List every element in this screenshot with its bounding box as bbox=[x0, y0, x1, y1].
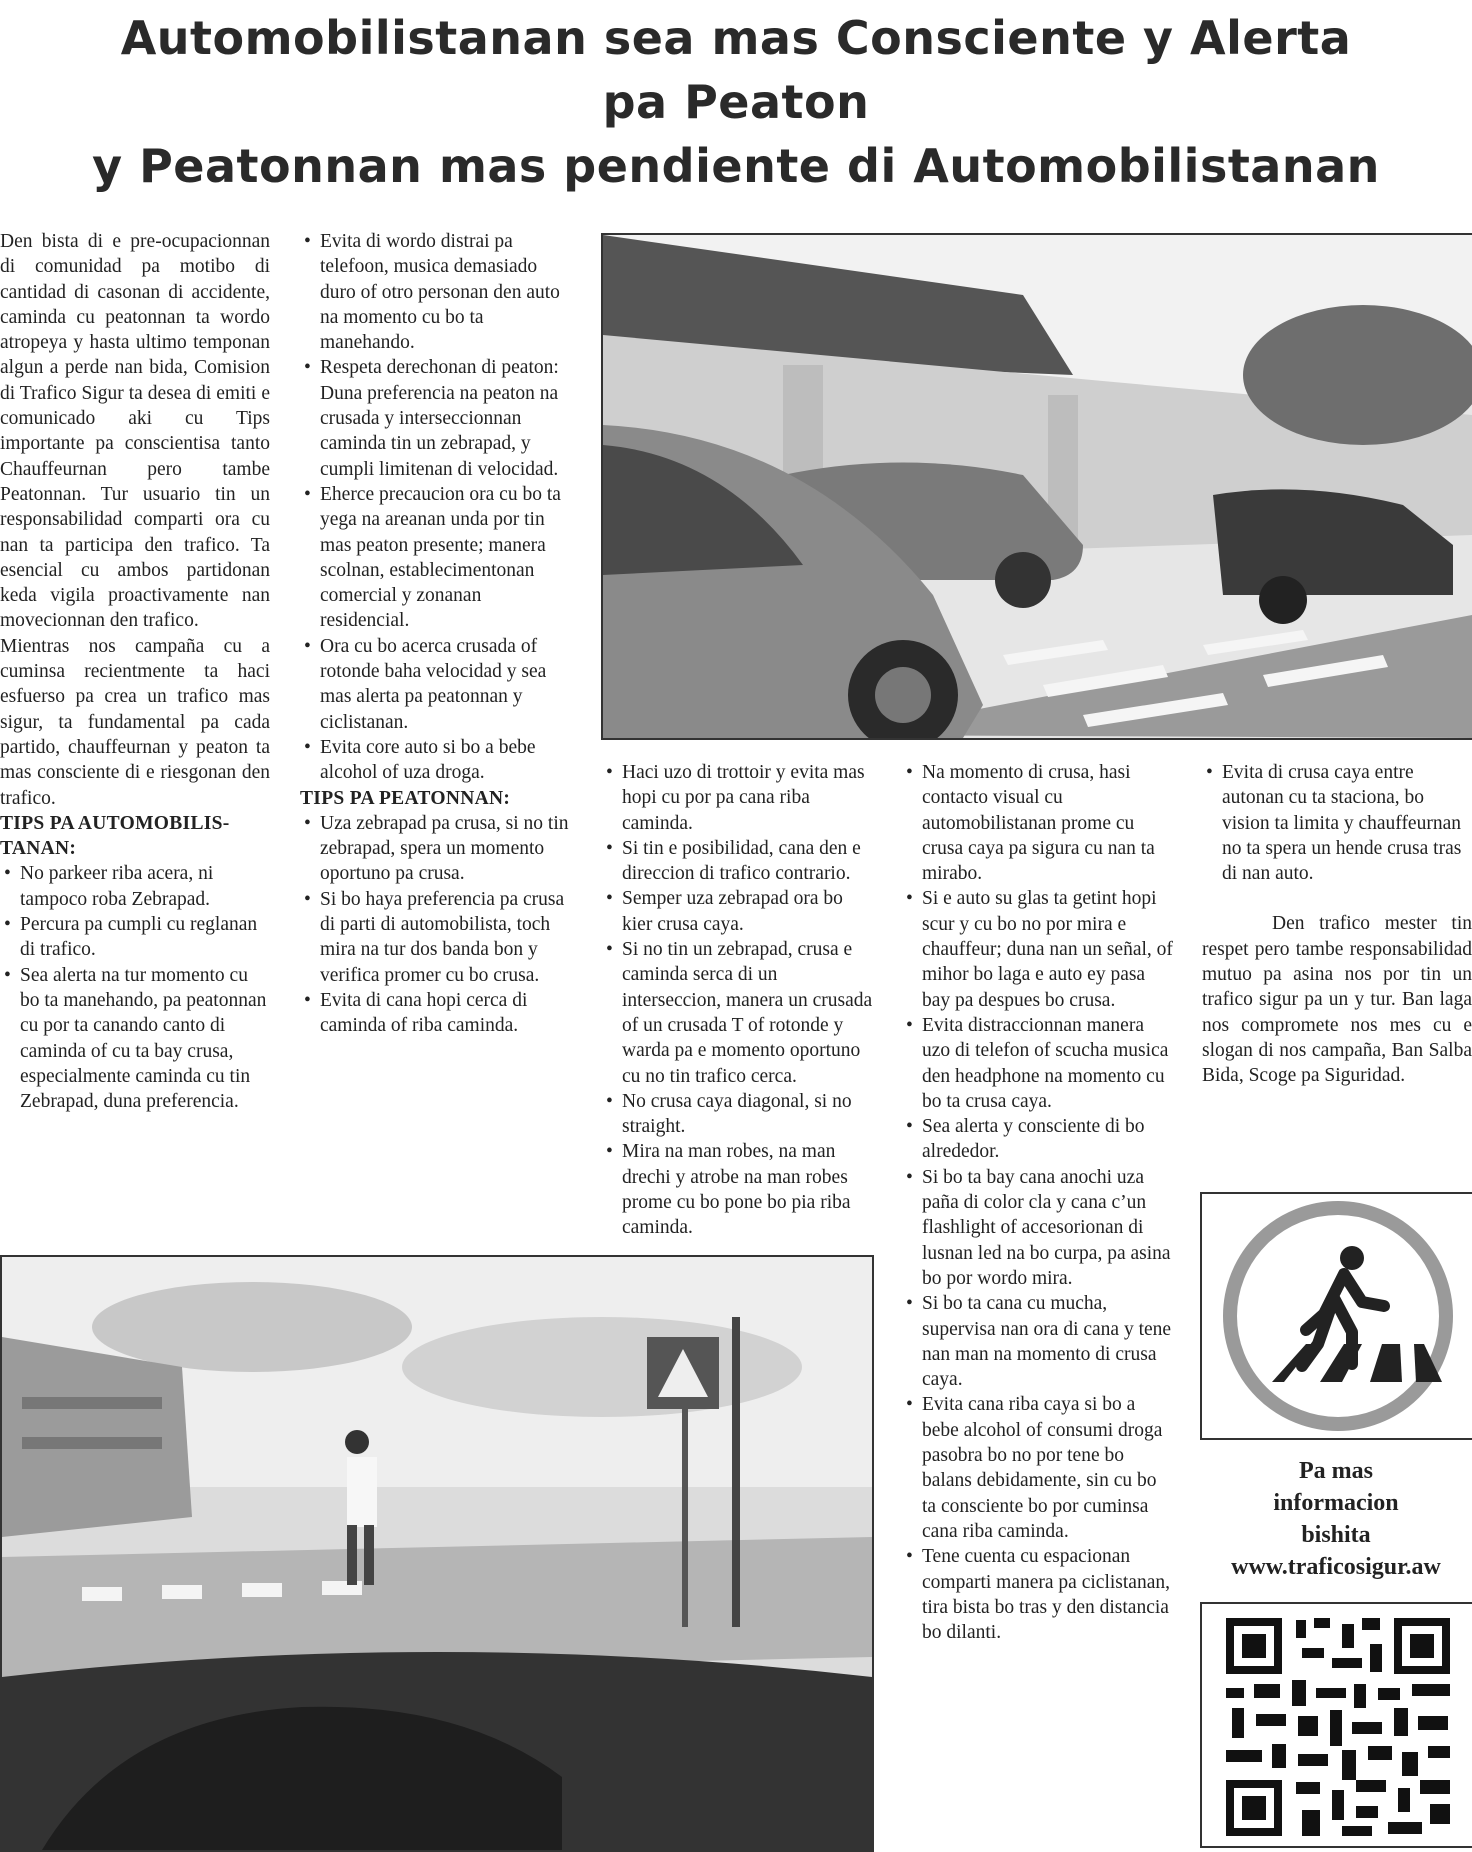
qr-code-box bbox=[1200, 1602, 1472, 1848]
parked-cars-illustration bbox=[603, 235, 1472, 738]
list-item: • Uza zebrapad pa crusa, si no tin zebrapad, spera un momento oportuno pa crusa. bbox=[300, 811, 572, 887]
list-item: • Semper uza zebrapad ora bo kier crusa caya. bbox=[602, 886, 874, 937]
ped-tips-list-b bbox=[602, 760, 874, 1241]
list-item: • No parkeer riba acera, ni tampoco roba Zebrapad. bbox=[0, 861, 270, 912]
list-item: • Evita cana riba caya si bo a bebe alcohol of consumi droga pasobra bo no por tene bo balans debidamente, sin cu bo ta consciente bo por cuminsa cana riba caminda. bbox=[902, 1392, 1174, 1544]
list-item: • Si bo ta bay cana anochi uza paña di color cla y cana c’un flashlight of accesorionan di lusnan led na bo curpa, pa asina bo por wordo mira. bbox=[902, 1165, 1174, 1291]
headline bbox=[0, 6, 1472, 198]
list-item: • Si bo ta cana cu mucha, supervisa nan ora di cana y tene nan man na momento di crusa caya. bbox=[902, 1291, 1174, 1392]
list-item: • Evita di cana hopi cerca di caminda of riba caminda. bbox=[300, 988, 572, 1039]
photo-pedestrian-crossing bbox=[0, 1255, 874, 1852]
driver-tips-list-b bbox=[300, 229, 572, 786]
list-item: • Percura pa cumpli cu reglanan di trafico. bbox=[0, 912, 270, 963]
intro-paragraph: Den bista di e pre-ocupacionnan di comunidad pa motibo di cantidad di casonan di accidente, caminda cu peatonnan ta wordo atropeya y hasta ultimo temponan algun a perde nan bida, Comision di Trafico Sigur ta desea di emiti e comunicado aki cu Tips importante pa conscientisa tanto Chauffeurnan pero tambe Peatonnan. Tur usuario tin un responsabilidad comparti ora cu nan ta participa den trafico. Ta esencial cu ambos partidonan keda vigila proactivamente nan movecionnan den trafico. bbox=[0, 231, 270, 632]
list-item: • Eherce precaucion ora cu bo ta yega na areanan unda por tin mas peaton presente; manera scolnan, establecimentonan comercial y zonanan residencial. bbox=[300, 482, 572, 634]
column-4 bbox=[902, 760, 1174, 1645]
column-3 bbox=[602, 760, 874, 1241]
ped-tips-list-a bbox=[300, 811, 572, 1039]
column-2 bbox=[300, 229, 572, 1039]
more-info-block bbox=[1200, 1455, 1472, 1583]
list-item: • Sea alerta na tur momento cu bo ta manehando, pa peatonnan cu por ta canando canto di caminda of cu ta bay crusa, especialmente caminda cu tin Zebrapad, duna preferencia. bbox=[0, 963, 270, 1115]
photo-parked-cars bbox=[601, 233, 1472, 740]
list-item: • Evita di crusa caya entre autonan cu ta staciona, bo vision ta limita y chauffeurnan no ta spera un hende crusa tras di nan auto. bbox=[1202, 760, 1472, 886]
info-line-1: Pa mas bbox=[1299, 1458, 1373, 1484]
column-1 bbox=[0, 229, 270, 1114]
list-item: • Mira na man robes, na man drechi y atrobe na man robes prome cu bo pone bo pia riba caminda. bbox=[602, 1139, 874, 1240]
ped-tips-list-d bbox=[1202, 760, 1472, 886]
headline-line-3: y Peatonnan mas pendiente di Automobilistanan bbox=[92, 139, 1380, 193]
column-5 bbox=[1202, 760, 1472, 1089]
ped-tips-list-c bbox=[902, 760, 1174, 1645]
qr-code-icon[interactable] bbox=[1202, 1604, 1472, 1846]
closing-paragraph: Den trafico mester tin respet pero tambe responsabilidad mutuo pa asina nos por tin un trafico sigur pa un y tur. Ban laga nos compromete nos mes cu e slogan di nos campaña, Ban Salba Bida, Scoge pa Siguridad. bbox=[1202, 913, 1472, 1087]
tips-pedestrians-heading: TIPS PA PEATONNAN: bbox=[300, 787, 511, 809]
headline-line-2: pa Peaton bbox=[602, 75, 870, 129]
headline-line-1: Automobilistanan sea mas Consciente y Alerta bbox=[120, 11, 1352, 65]
list-item: • No crusa caya diagonal, si no straight. bbox=[602, 1089, 874, 1140]
pedestrian-crossing-icon bbox=[1202, 1194, 1472, 1438]
tips-drivers-heading: TIPS PA AUTOMOBILIS-TANAN: bbox=[0, 812, 230, 860]
list-item: • Haci uzo di trottoir y evita mas hopi cu por pa cana riba caminda. bbox=[602, 760, 874, 836]
info-line-2: informacion bbox=[1273, 1490, 1399, 1516]
list-item: • Respeta derechonan di peaton: Duna preferencia na peaton na crusada y interseccionnan caminda tin un zebrapad, y cumpli limitenan di velocidad. bbox=[300, 355, 572, 481]
list-item: • Evita di wordo distrai pa telefoon, musica demasiado duro of otro personan den auto na momento cu bo ta manehando. bbox=[300, 229, 572, 355]
driver-tips-list-a bbox=[0, 861, 270, 1114]
list-item: • Si e auto su glas ta getint hopi scur y cu bo no por mira e chauffeur; duna nan un señal, of mihor bo laga e auto ey pasa bay pa despues bo crusa. bbox=[902, 886, 1174, 1012]
list-item: • Evita core auto si bo a bebe alcohol of uza droga. bbox=[300, 735, 572, 786]
list-item: • Si tin e posibilidad, cana den e direccion di trafico contrario. bbox=[602, 836, 874, 887]
list-item: • Tene cuenta cu espacionan comparti manera pa ciclistanan, tira bista bo tras y den distancia bo dilanti. bbox=[902, 1544, 1174, 1645]
campaign-paragraph: Mientras nos campaña cu a cuminsa recientmente ta haci esfuerso pa crea un trafico mas sigur, ta fundamental pa cada partido, chauffeurnan y peaton ta mas consciente di e riesgonan den trafico. bbox=[0, 635, 270, 809]
street-crossing-illustration bbox=[2, 1257, 872, 1850]
info-line-3: bishita bbox=[1301, 1522, 1371, 1548]
list-item: • Si no tin un zebrapad, crusa e caminda serca di un interseccion, manera un crusada of un crusada T of rotonde y warda pa e momento oportuno cu no tin trafico cerca. bbox=[602, 937, 874, 1089]
list-item: • Sea alerta y consciente di bo alrededor. bbox=[902, 1114, 1174, 1165]
website-link[interactable]: www.traficosigur.aw bbox=[1231, 1554, 1441, 1580]
list-item: • Na momento di crusa, hasi contacto visual cu automobilistanan prome cu crusa caya pa sigura cu nan ta mirabo. bbox=[902, 760, 1174, 886]
list-item: • Evita distraccionnan manera uzo di telefon of scucha musica den headphone na momento cu bo ta crusa caya. bbox=[902, 1013, 1174, 1114]
list-item: • Ora cu bo acerca crusada of rotonde baha velocidad y sea mas alerta pa peatonnan y ciclistanan. bbox=[300, 634, 572, 735]
pedestrian-sign-box bbox=[1200, 1192, 1472, 1440]
list-item: • Si bo haya preferencia pa crusa di parti di automobilista, toch mira na tur dos banda bon y verifica promer cu bo crusa. bbox=[300, 887, 572, 988]
